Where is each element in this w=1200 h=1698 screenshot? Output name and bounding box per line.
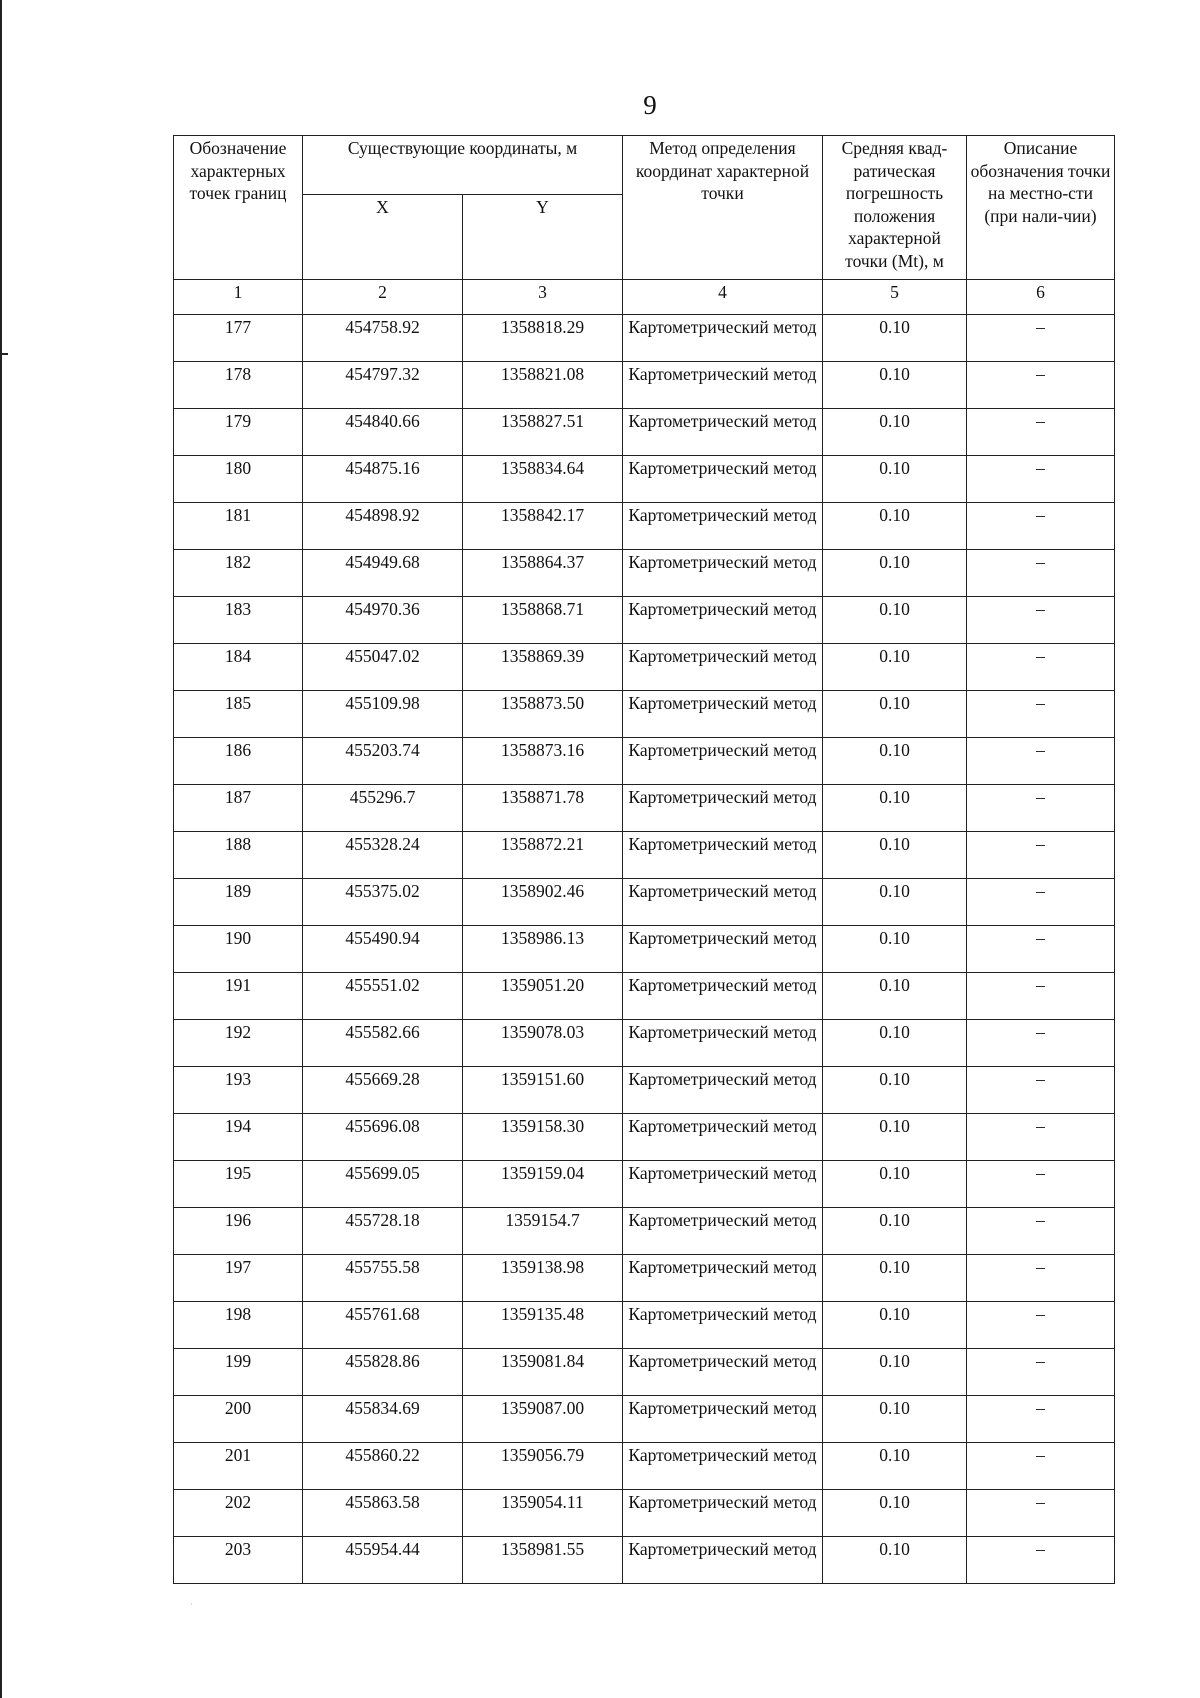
x-coordinate-cell: 454758.92 — [303, 315, 463, 362]
table-row — [174, 926, 1115, 973]
header-point-description: Описание обозначения точки на местно-сти (при нали-чии) — [967, 136, 1115, 280]
coordinates-table — [173, 135, 1115, 1584]
point-designation-cell: 180 — [174, 456, 303, 503]
column-number: 3 — [463, 280, 623, 315]
x-coordinate-cell: 455490.94 — [303, 926, 463, 973]
mean-square-error-cell: 0.10 — [823, 315, 967, 362]
x-coordinate-cell: 455582.66 — [303, 1020, 463, 1067]
x-coordinate-cell: 455696.08 — [303, 1114, 463, 1161]
description-cell: – — [967, 503, 1115, 550]
table-row — [174, 1161, 1115, 1208]
y-coordinate-cell: 1359154.7 — [463, 1208, 623, 1255]
y-coordinate-cell: 1358902.46 — [463, 879, 623, 926]
description-cell: – — [967, 456, 1115, 503]
method-cell: Картометрический метод — [623, 1396, 823, 1443]
point-designation-cell: 187 — [174, 785, 303, 832]
method-cell: Картометрический метод — [623, 644, 823, 691]
y-coordinate-cell: 1358981.55 — [463, 1537, 623, 1584]
point-designation-cell: 182 — [174, 550, 303, 597]
x-coordinate-cell: 455828.86 — [303, 1349, 463, 1396]
x-coordinate-cell: 455860.22 — [303, 1443, 463, 1490]
y-coordinate-cell: 1358864.37 — [463, 550, 623, 597]
y-coordinate-cell: 1358818.29 — [463, 315, 623, 362]
mean-square-error-cell: 0.10 — [823, 644, 967, 691]
table-row — [174, 1490, 1115, 1537]
table-row — [174, 879, 1115, 926]
y-coordinate-cell: 1358834.64 — [463, 456, 623, 503]
mean-square-error-cell: 0.10 — [823, 409, 967, 456]
description-cell: – — [967, 315, 1115, 362]
y-coordinate-cell: 1358868.71 — [463, 597, 623, 644]
point-designation-cell: 194 — [174, 1114, 303, 1161]
method-cell: Картометрический метод — [623, 1537, 823, 1584]
description-cell: – — [967, 879, 1115, 926]
point-designation-cell: 184 — [174, 644, 303, 691]
description-cell: – — [967, 409, 1115, 456]
mean-square-error-cell: 0.10 — [823, 1208, 967, 1255]
column-number: 6 — [967, 280, 1115, 315]
mean-square-error-cell: 0.10 — [823, 1067, 967, 1114]
description-cell: – — [967, 550, 1115, 597]
description-cell: – — [967, 973, 1115, 1020]
table-row — [174, 644, 1115, 691]
method-cell: Картометрический метод — [623, 1208, 823, 1255]
x-coordinate-cell: 455755.58 — [303, 1255, 463, 1302]
mean-square-error-cell: 0.10 — [823, 1396, 967, 1443]
table-row — [174, 362, 1115, 409]
description-cell: – — [967, 738, 1115, 785]
point-designation-cell: 178 — [174, 362, 303, 409]
table-row — [174, 315, 1115, 362]
x-coordinate-cell: 454797.32 — [303, 362, 463, 409]
table-row — [174, 1349, 1115, 1396]
method-cell: Картометрический метод — [623, 785, 823, 832]
y-coordinate-cell: 1359054.11 — [463, 1490, 623, 1537]
header-point-designation: Обозначение характерных точек границ — [174, 136, 303, 280]
point-designation-cell: 186 — [174, 738, 303, 785]
method-cell: Картометрический метод — [623, 832, 823, 879]
method-cell: Картометрический метод — [623, 1443, 823, 1490]
page-number: 9 — [643, 90, 657, 120]
y-coordinate-cell: 1359158.30 — [463, 1114, 623, 1161]
table-header — [174, 136, 1115, 315]
x-coordinate-cell: 455047.02 — [303, 644, 463, 691]
description-cell: – — [967, 1349, 1115, 1396]
method-cell: Картометрический метод — [623, 362, 823, 409]
point-designation-cell: 185 — [174, 691, 303, 738]
column-number: 5 — [823, 280, 967, 315]
description-cell: – — [967, 1020, 1115, 1067]
description-cell: – — [967, 1255, 1115, 1302]
mean-square-error-cell: 0.10 — [823, 926, 967, 973]
point-designation-cell: 189 — [174, 879, 303, 926]
method-cell: Картометрический метод — [623, 926, 823, 973]
point-designation-cell: 188 — [174, 832, 303, 879]
table-row — [174, 1302, 1115, 1349]
method-cell: Картометрический метод — [623, 1020, 823, 1067]
mean-square-error-cell: 0.10 — [823, 1537, 967, 1584]
header-x: X — [303, 195, 463, 280]
mean-square-error-cell: 0.10 — [823, 550, 967, 597]
table-row — [174, 1255, 1115, 1302]
table-row — [174, 785, 1115, 832]
point-designation-cell: 192 — [174, 1020, 303, 1067]
point-designation-cell: 203 — [174, 1537, 303, 1584]
table-row — [174, 550, 1115, 597]
method-cell: Картометрический метод — [623, 315, 823, 362]
method-cell: Картометрический метод — [623, 597, 823, 644]
table-row — [174, 1020, 1115, 1067]
table-row — [174, 738, 1115, 785]
table-row — [174, 1443, 1115, 1490]
x-coordinate-cell: 455728.18 — [303, 1208, 463, 1255]
method-cell: Картометрический метод — [623, 456, 823, 503]
mean-square-error-cell: 0.10 — [823, 456, 967, 503]
header-method: Метод определения координат характерной точки — [623, 136, 823, 280]
method-cell: Картометрический метод — [623, 1161, 823, 1208]
mean-square-error-cell: 0.10 — [823, 832, 967, 879]
description-cell: – — [967, 832, 1115, 879]
y-coordinate-cell: 1359087.00 — [463, 1396, 623, 1443]
point-designation-cell: 195 — [174, 1161, 303, 1208]
y-coordinate-cell: 1358872.21 — [463, 832, 623, 879]
y-coordinate-cell: 1358873.16 — [463, 738, 623, 785]
description-cell: – — [967, 1067, 1115, 1114]
point-designation-cell: 193 — [174, 1067, 303, 1114]
column-number: 2 — [303, 280, 463, 315]
x-coordinate-cell: 455699.05 — [303, 1161, 463, 1208]
table-row — [174, 1208, 1115, 1255]
description-cell: – — [967, 1443, 1115, 1490]
description-cell: – — [967, 644, 1115, 691]
description-cell: – — [967, 926, 1115, 973]
y-coordinate-cell: 1358871.78 — [463, 785, 623, 832]
mean-square-error-cell: 0.10 — [823, 1114, 967, 1161]
header-y: Y — [463, 195, 623, 280]
method-cell: Картометрический метод — [623, 691, 823, 738]
scan-speck: · — [190, 1600, 193, 1609]
point-designation-cell: 177 — [174, 315, 303, 362]
method-cell: Картометрический метод — [623, 1490, 823, 1537]
y-coordinate-cell: 1359138.98 — [463, 1255, 623, 1302]
y-coordinate-cell: 1359078.03 — [463, 1020, 623, 1067]
table-body — [174, 315, 1115, 1584]
method-cell: Картометрический метод — [623, 1255, 823, 1302]
table-row — [174, 973, 1115, 1020]
mean-square-error-cell: 0.10 — [823, 1161, 967, 1208]
table-row — [174, 691, 1115, 738]
table-row — [174, 456, 1115, 503]
method-cell: Картометрический метод — [623, 879, 823, 926]
table-row — [174, 1396, 1115, 1443]
point-designation-cell: 201 — [174, 1443, 303, 1490]
description-cell: – — [967, 1208, 1115, 1255]
description-cell: – — [967, 597, 1115, 644]
method-cell: Картометрический метод — [623, 1349, 823, 1396]
description-cell: – — [967, 1161, 1115, 1208]
x-coordinate-cell: 454875.16 — [303, 456, 463, 503]
point-designation-cell: 198 — [174, 1302, 303, 1349]
x-coordinate-cell: 455296.7 — [303, 785, 463, 832]
x-coordinate-cell: 455834.69 — [303, 1396, 463, 1443]
description-cell: – — [967, 362, 1115, 409]
y-coordinate-cell: 1359151.60 — [463, 1067, 623, 1114]
y-coordinate-cell: 1359081.84 — [463, 1349, 623, 1396]
column-number: 1 — [174, 280, 303, 315]
method-cell: Картометрический метод — [623, 550, 823, 597]
x-coordinate-cell: 455203.74 — [303, 738, 463, 785]
table-row — [174, 503, 1115, 550]
y-coordinate-cell: 1359135.48 — [463, 1302, 623, 1349]
method-cell: Картометрический метод — [623, 1067, 823, 1114]
x-coordinate-cell: 454898.92 — [303, 503, 463, 550]
description-cell: – — [967, 1490, 1115, 1537]
point-designation-cell: 183 — [174, 597, 303, 644]
method-cell: Картометрический метод — [623, 503, 823, 550]
method-cell: Картометрический метод — [623, 1114, 823, 1161]
y-coordinate-cell: 1358821.08 — [463, 362, 623, 409]
y-coordinate-cell: 1358842.17 — [463, 503, 623, 550]
x-coordinate-cell: 455863.58 — [303, 1490, 463, 1537]
mean-square-error-cell: 0.10 — [823, 1020, 967, 1067]
y-coordinate-cell: 1359159.04 — [463, 1161, 623, 1208]
point-designation-cell: 196 — [174, 1208, 303, 1255]
x-coordinate-cell: 455109.98 — [303, 691, 463, 738]
method-cell: Картометрический метод — [623, 738, 823, 785]
x-coordinate-cell: 455328.24 — [303, 832, 463, 879]
mean-square-error-cell: 0.10 — [823, 1302, 967, 1349]
method-cell: Картометрический метод — [623, 973, 823, 1020]
mean-square-error-cell: 0.10 — [823, 785, 967, 832]
method-cell: Картометрический метод — [623, 409, 823, 456]
mean-square-error-cell: 0.10 — [823, 362, 967, 409]
point-designation-cell: 181 — [174, 503, 303, 550]
x-coordinate-cell: 455669.28 — [303, 1067, 463, 1114]
point-designation-cell: 200 — [174, 1396, 303, 1443]
x-coordinate-cell: 455375.02 — [303, 879, 463, 926]
mean-square-error-cell: 0.10 — [823, 879, 967, 926]
table-row — [174, 409, 1115, 456]
point-designation-cell: 190 — [174, 926, 303, 973]
y-coordinate-cell: 1358827.51 — [463, 409, 623, 456]
x-coordinate-cell: 454949.68 — [303, 550, 463, 597]
table-row — [174, 1067, 1115, 1114]
column-number-row — [174, 280, 1115, 315]
y-coordinate-cell: 1358869.39 — [463, 644, 623, 691]
point-designation-cell: 202 — [174, 1490, 303, 1537]
y-coordinate-cell: 1358986.13 — [463, 926, 623, 973]
scan-left-edge — [0, 0, 2, 1698]
description-cell: – — [967, 1302, 1115, 1349]
mean-square-error-cell: 0.10 — [823, 1255, 967, 1302]
x-coordinate-cell: 455761.68 — [303, 1302, 463, 1349]
mean-square-error-cell: 0.10 — [823, 738, 967, 785]
scan-edge-mark — [0, 353, 8, 355]
header-mean-square-error: Средняя квад-ратическая погрешность положения характерной точки (Mt), м — [823, 136, 967, 280]
description-cell: – — [967, 1396, 1115, 1443]
table-row — [174, 1114, 1115, 1161]
description-cell: – — [967, 1114, 1115, 1161]
x-coordinate-cell: 454970.36 — [303, 597, 463, 644]
y-coordinate-cell: 1358873.50 — [463, 691, 623, 738]
y-coordinate-cell: 1359056.79 — [463, 1443, 623, 1490]
mean-square-error-cell: 0.10 — [823, 1349, 967, 1396]
mean-square-error-cell: 0.10 — [823, 597, 967, 644]
mean-square-error-cell: 0.10 — [823, 973, 967, 1020]
y-coordinate-cell: 1359051.20 — [463, 973, 623, 1020]
header-existing-coordinates: Существующие координаты, м — [303, 136, 623, 195]
point-designation-cell: 197 — [174, 1255, 303, 1302]
mean-square-error-cell: 0.10 — [823, 1443, 967, 1490]
description-cell: – — [967, 691, 1115, 738]
point-designation-cell: 199 — [174, 1349, 303, 1396]
x-coordinate-cell: 455954.44 — [303, 1537, 463, 1584]
x-coordinate-cell: 455551.02 — [303, 973, 463, 1020]
table-row — [174, 1537, 1115, 1584]
method-cell: Картометрический метод — [623, 1302, 823, 1349]
mean-square-error-cell: 0.10 — [823, 503, 967, 550]
mean-square-error-cell: 0.10 — [823, 1490, 967, 1537]
description-cell: – — [967, 785, 1115, 832]
column-number: 4 — [623, 280, 823, 315]
description-cell: – — [967, 1537, 1115, 1584]
table-row — [174, 597, 1115, 644]
point-designation-cell: 191 — [174, 973, 303, 1020]
point-designation-cell: 179 — [174, 409, 303, 456]
mean-square-error-cell: 0.10 — [823, 691, 967, 738]
table-row — [174, 832, 1115, 879]
x-coordinate-cell: 454840.66 — [303, 409, 463, 456]
